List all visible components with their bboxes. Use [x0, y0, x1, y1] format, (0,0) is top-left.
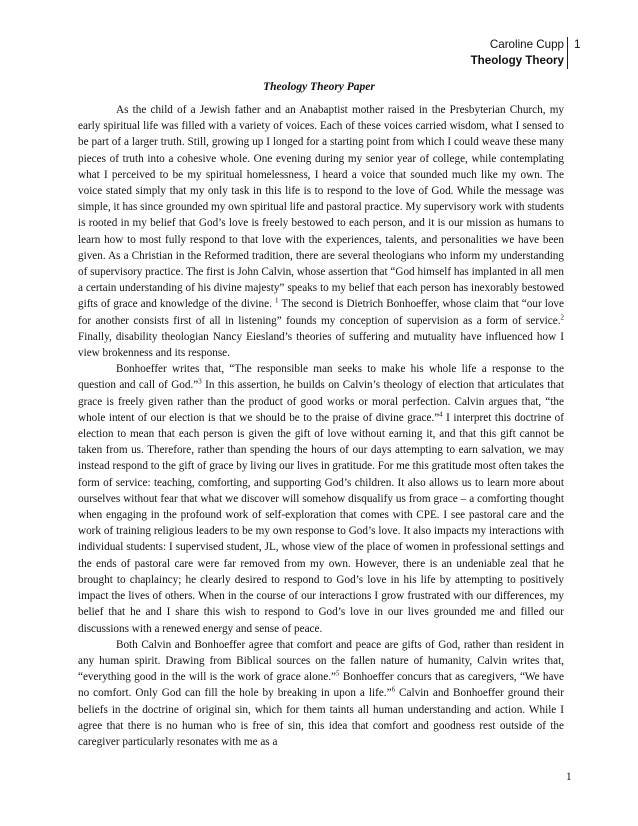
paragraph-1-text-a: As the child of a Jewish father and an Anabaptist mother raised in the Presbyterian Church, my early spiritual life was filled with a variety of voices. Each of these voices carried wisdom, what I sensed to be part of a larger truth. Still, growing up I longed for a starting point from which I could weave these many pieces of truth into a cohesive whole. One evening during my senior year of college, while contemplating what I perceived to be my spiritual homelessness, I heard a voice that sounded much like my own. The voice stated simply that my only task in this life is to respond to the love of God. While the message was simple, it has since grounded my own spiritual life and pastoral practice. My supervisory work with students is rooted in my belief that God’s love is freely bestowed to each person, and it is our mission as humans to learn how to most fully respond to that love with the experiences, talents, and personalities we have been given. As a Christian in the Reformed tradition, there are several theologians who inform my understanding of supervisory practice. The first is John Calvin, whose assertion that “God himself has implanted in all men a certain understanding of his divine majesty” speaks to my belief that each person has inexorably bestowed gifts of grace and knowledge of the divine. — [78, 104, 564, 311]
header-divider — [567, 37, 568, 69]
paragraph-3-text-b: Bonhoeffer concurs that as caregivers, “We have no comfort. Only God can fill the hole by breaking in upon a life.” — [78, 671, 564, 700]
paragraph-3-text-a: Both Calvin and Bonhoeffer agree that comfort and peace are gifts of God, rather than resident in any human spirit. Drawing from Biblical sources on the fallen nature of humanity, Calvin writes that, “everything good in the will is the work of grace alone.” — [78, 638, 564, 684]
footnote-ref-6: 6 — [391, 685, 396, 694]
header-page-number: 1 — [574, 38, 581, 51]
footnote-ref-4: 4 — [439, 410, 443, 419]
paragraph-1 — [78, 102, 564, 361]
header-title: Theology Theory — [470, 54, 564, 67]
document-body — [78, 102, 564, 750]
footnote-ref-5: 5 — [336, 669, 340, 678]
paragraph-2-text-c: I interpret this doctrine of election to mean that each person is given the gift of love without earning it, and that this gift cannot be taken from us. Therefore, rather than spending the hours of our days attempting to earn salvation, we may instead respond to the gift of grace by living our lives in gratitude. For me this gratitude most often takes the form of service: teaching, comforting, and supporting God’s children. It also allows us to learn more about ourselves without fear that what we discover will somehow disqualify us from grace – a comforting thought when engaging in the profound work of self-exploration that comes with CPE. I see pastoral care and the work of training religious leaders to be my own response to God’s love. It also impacts my interactions with individual students: I supervised student, JL, whose view of the place of women in professional settings and the ends of pastoral care were far removed from my own. However, there is an undeniable zeal that he brought to chaplaincy; he clearly desired to respond to God’s love in his life by attempting to positively impact the lives of others. When in the course of our interactions I grow frustrated with our differences, my belief that he and I share this wish to respond to God’s love in our lives grounded me and filled our discussions with a renewed energy and sense of peace. — [78, 411, 564, 635]
paragraph-2-text-a: Bonhoeffer writes that, “The responsible man seeks to make his whole life a response to the question and call of God.” — [78, 363, 564, 392]
running-header — [471, 37, 564, 69]
paragraph-2-text-b: In this assertion, he builds on Calvin’s theology of election that articulates that grace is freely given rather than the product of good works or moral perfection. Calvin argues that, “the whole intent of our election is that we should be to the praise of divine grace.” — [78, 379, 564, 424]
paragraph-1-text-b: The second is Dietrich Bonhoeffer, whose claim that “our love for another consists first of all in listening” founds my conception of supervision as a form of service. — [78, 298, 564, 327]
document-title: Theology Theory Paper — [263, 81, 375, 93]
footnote-ref-3: 3 — [198, 377, 202, 386]
footnote-ref-2: 2 — [560, 312, 564, 321]
footnote-ref-1: 1 — [274, 296, 279, 305]
paragraph-3 — [78, 637, 564, 750]
paragraph-1-text-c: Finally, disability theologian Nancy Eiesland’s theories of suffering and mutuality have influenced how I view brokenness and its response. — [78, 330, 564, 360]
header-author: Caroline Cupp — [489, 38, 564, 51]
paragraph-3-text-c: Calvin and Bonhoeffer ground their beliefs in the doctrine of original sin, which for them taints all human understanding and action. While I agree that there is no human who is free of sin, this idea that comfort and goodness rest outside of the caregiver particularly resonates with me as a — [78, 687, 564, 748]
footer-page-number: 1 — [566, 771, 572, 783]
paragraph-2 — [78, 361, 564, 636]
